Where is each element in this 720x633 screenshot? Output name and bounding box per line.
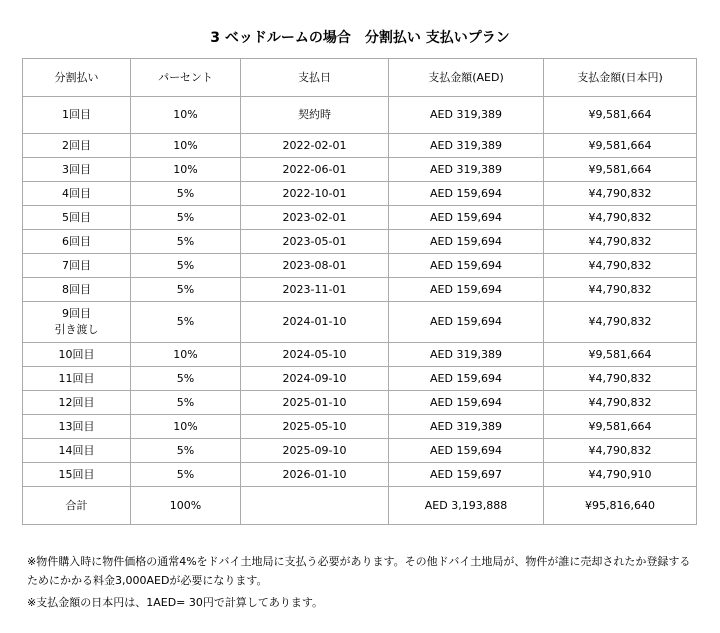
table-row [23, 439, 697, 463]
cell-percent: 10% [131, 415, 241, 439]
installment-label: 8回目 [62, 282, 91, 296]
cell-installment [23, 439, 131, 463]
header-installment: 分割払い [23, 59, 131, 97]
cell-amount-aed: AED 159,694 [389, 367, 544, 391]
table-row [23, 367, 697, 391]
cell-payment-date: 2023-08-01 [241, 254, 389, 278]
cell-payment-date: 契約時 [241, 97, 389, 134]
cell-percent: 5% [131, 230, 241, 254]
installment-note: 引き渡し [54, 323, 99, 336]
cell-amount-jpy: ¥4,790,832 [544, 206, 697, 230]
footnote-exchange-rate: ※支払金額の日本円は、1AED= 30円で計算してあります。 [27, 596, 323, 609]
installment-label: 7回目 [62, 258, 91, 272]
cell-amount-jpy: ¥4,790,832 [544, 367, 697, 391]
cell-amount-aed: AED 159,697 [389, 463, 544, 487]
cell-amount-jpy: ¥9,581,664 [544, 158, 697, 182]
installment-label: 15回目 [58, 467, 95, 481]
installment-label: 5回目 [62, 210, 91, 224]
cell-percent: 5% [131, 439, 241, 463]
cell-installment [23, 230, 131, 254]
table-header-row [23, 59, 697, 97]
table-row [23, 97, 697, 134]
cell-installment [23, 415, 131, 439]
cell-amount-jpy: ¥9,581,664 [544, 134, 697, 158]
cell-amount-aed: AED 319,389 [389, 158, 544, 182]
cell-installment [23, 367, 131, 391]
table-row [23, 134, 697, 158]
table-row [23, 182, 697, 206]
cell-amount-jpy: ¥4,790,832 [544, 391, 697, 415]
cell-installment [23, 278, 131, 302]
cell-amount-aed: AED 159,694 [389, 230, 544, 254]
cell-percent: 10% [131, 158, 241, 182]
table-row [23, 278, 697, 302]
cell-amount-aed: AED 159,694 [389, 254, 544, 278]
cell-payment-date: 2023-05-01 [241, 230, 389, 254]
total-date [241, 487, 389, 525]
cell-amount-aed: AED 159,694 [389, 206, 544, 230]
cell-amount-jpy: ¥4,790,832 [544, 254, 697, 278]
cell-payment-date: 2022-02-01 [241, 134, 389, 158]
cell-installment [23, 254, 131, 278]
cell-installment [23, 463, 131, 487]
installment-label: 2回目 [62, 138, 91, 152]
cell-amount-aed: AED 159,694 [389, 182, 544, 206]
cell-percent: 5% [131, 182, 241, 206]
cell-amount-aed: AED 159,694 [389, 278, 544, 302]
installment-label: 12回目 [58, 395, 95, 409]
table-row [23, 302, 697, 343]
cell-amount-jpy: ¥9,581,664 [544, 343, 697, 367]
installment-label: 9回目 [62, 307, 91, 320]
cell-percent: 5% [131, 254, 241, 278]
cell-amount-jpy: ¥4,790,832 [544, 302, 697, 343]
cell-percent: 5% [131, 302, 241, 343]
installment-label: 1回目 [62, 108, 91, 121]
installment-label: 6回目 [62, 234, 91, 248]
table-row [23, 463, 697, 487]
cell-payment-date: 2026-01-10 [241, 463, 389, 487]
cell-percent: 5% [131, 367, 241, 391]
installment-label: 4回目 [62, 186, 91, 200]
cell-payment-date: 2023-11-01 [241, 278, 389, 302]
cell-amount-aed: AED 159,694 [389, 391, 544, 415]
cell-amount-aed: AED 159,694 [389, 439, 544, 463]
table-row [23, 206, 697, 230]
cell-amount-aed: AED 319,389 [389, 97, 544, 134]
cell-installment [23, 134, 131, 158]
table-body [23, 97, 697, 487]
cell-amount-aed: AED 319,389 [389, 343, 544, 367]
cell-amount-aed: AED 159,694 [389, 302, 544, 343]
cell-percent: 5% [131, 463, 241, 487]
payment-plan-table [22, 58, 697, 525]
cell-payment-date: 2025-01-10 [241, 391, 389, 415]
cell-amount-aed: AED 319,389 [389, 415, 544, 439]
cell-payment-date: 2022-10-01 [241, 182, 389, 206]
cell-installment [23, 302, 131, 343]
installment-label: 10回目 [58, 347, 95, 361]
cell-amount-jpy: ¥9,581,664 [544, 97, 697, 134]
cell-payment-date: 2022-06-01 [241, 158, 389, 182]
total-label: 合計 [23, 487, 131, 525]
cell-amount-jpy: ¥4,790,832 [544, 182, 697, 206]
table-row [23, 415, 697, 439]
cell-payment-date: 2024-05-10 [241, 343, 389, 367]
header-percent: パーセント [131, 59, 241, 97]
cell-amount-jpy: ¥4,790,832 [544, 439, 697, 463]
table-row [23, 254, 697, 278]
total-aed: AED 3,193,888 [389, 487, 544, 525]
footnotes [27, 552, 697, 615]
cell-payment-date: 2025-09-10 [241, 439, 389, 463]
cell-amount-jpy: ¥9,581,664 [544, 415, 697, 439]
header-amount-jpy: 支払金額(日本円) [544, 59, 697, 97]
footnote-fees: ※物件購入時に物件価格の通常4%をドバイ土地局に支払う必要があります。その他ドバイ土地局が、物件が誰に売却されたか登録するためにかかる料金3,000AEDが必要になります。 [27, 555, 691, 587]
installment-label: 13回目 [58, 419, 95, 433]
cell-percent: 5% [131, 206, 241, 230]
cell-installment [23, 158, 131, 182]
cell-amount-aed: AED 319,389 [389, 134, 544, 158]
cell-installment [23, 206, 131, 230]
cell-percent: 10% [131, 134, 241, 158]
cell-installment [23, 343, 131, 367]
installment-label: 3回目 [62, 162, 91, 176]
table-row [23, 343, 697, 367]
cell-percent: 5% [131, 278, 241, 302]
table-row [23, 391, 697, 415]
cell-percent: 10% [131, 343, 241, 367]
table-row [23, 230, 697, 254]
total-row [23, 487, 697, 525]
cell-payment-date: 2024-01-10 [241, 302, 389, 343]
cell-installment [23, 182, 131, 206]
cell-percent: 10% [131, 97, 241, 134]
header-payment-date: 支払日 [241, 59, 389, 97]
cell-installment [23, 391, 131, 415]
cell-percent: 5% [131, 391, 241, 415]
total-jpy: ¥95,816,640 [544, 487, 697, 525]
table-row [23, 158, 697, 182]
cell-payment-date: 2025-05-10 [241, 415, 389, 439]
header-amount-aed: 支払金額(AED) [389, 59, 544, 97]
cell-payment-date: 2024-09-10 [241, 367, 389, 391]
total-percent: 100% [131, 487, 241, 525]
page-title: 3 ベッドルームの場合 分割払い 支払いプラン [210, 30, 510, 46]
cell-installment [23, 97, 131, 134]
cell-payment-date: 2023-02-01 [241, 206, 389, 230]
installment-label: 14回目 [58, 443, 95, 457]
cell-amount-jpy: ¥4,790,832 [544, 278, 697, 302]
installment-label: 11回目 [58, 371, 95, 385]
cell-amount-jpy: ¥4,790,832 [544, 230, 697, 254]
cell-amount-jpy: ¥4,790,910 [544, 463, 697, 487]
